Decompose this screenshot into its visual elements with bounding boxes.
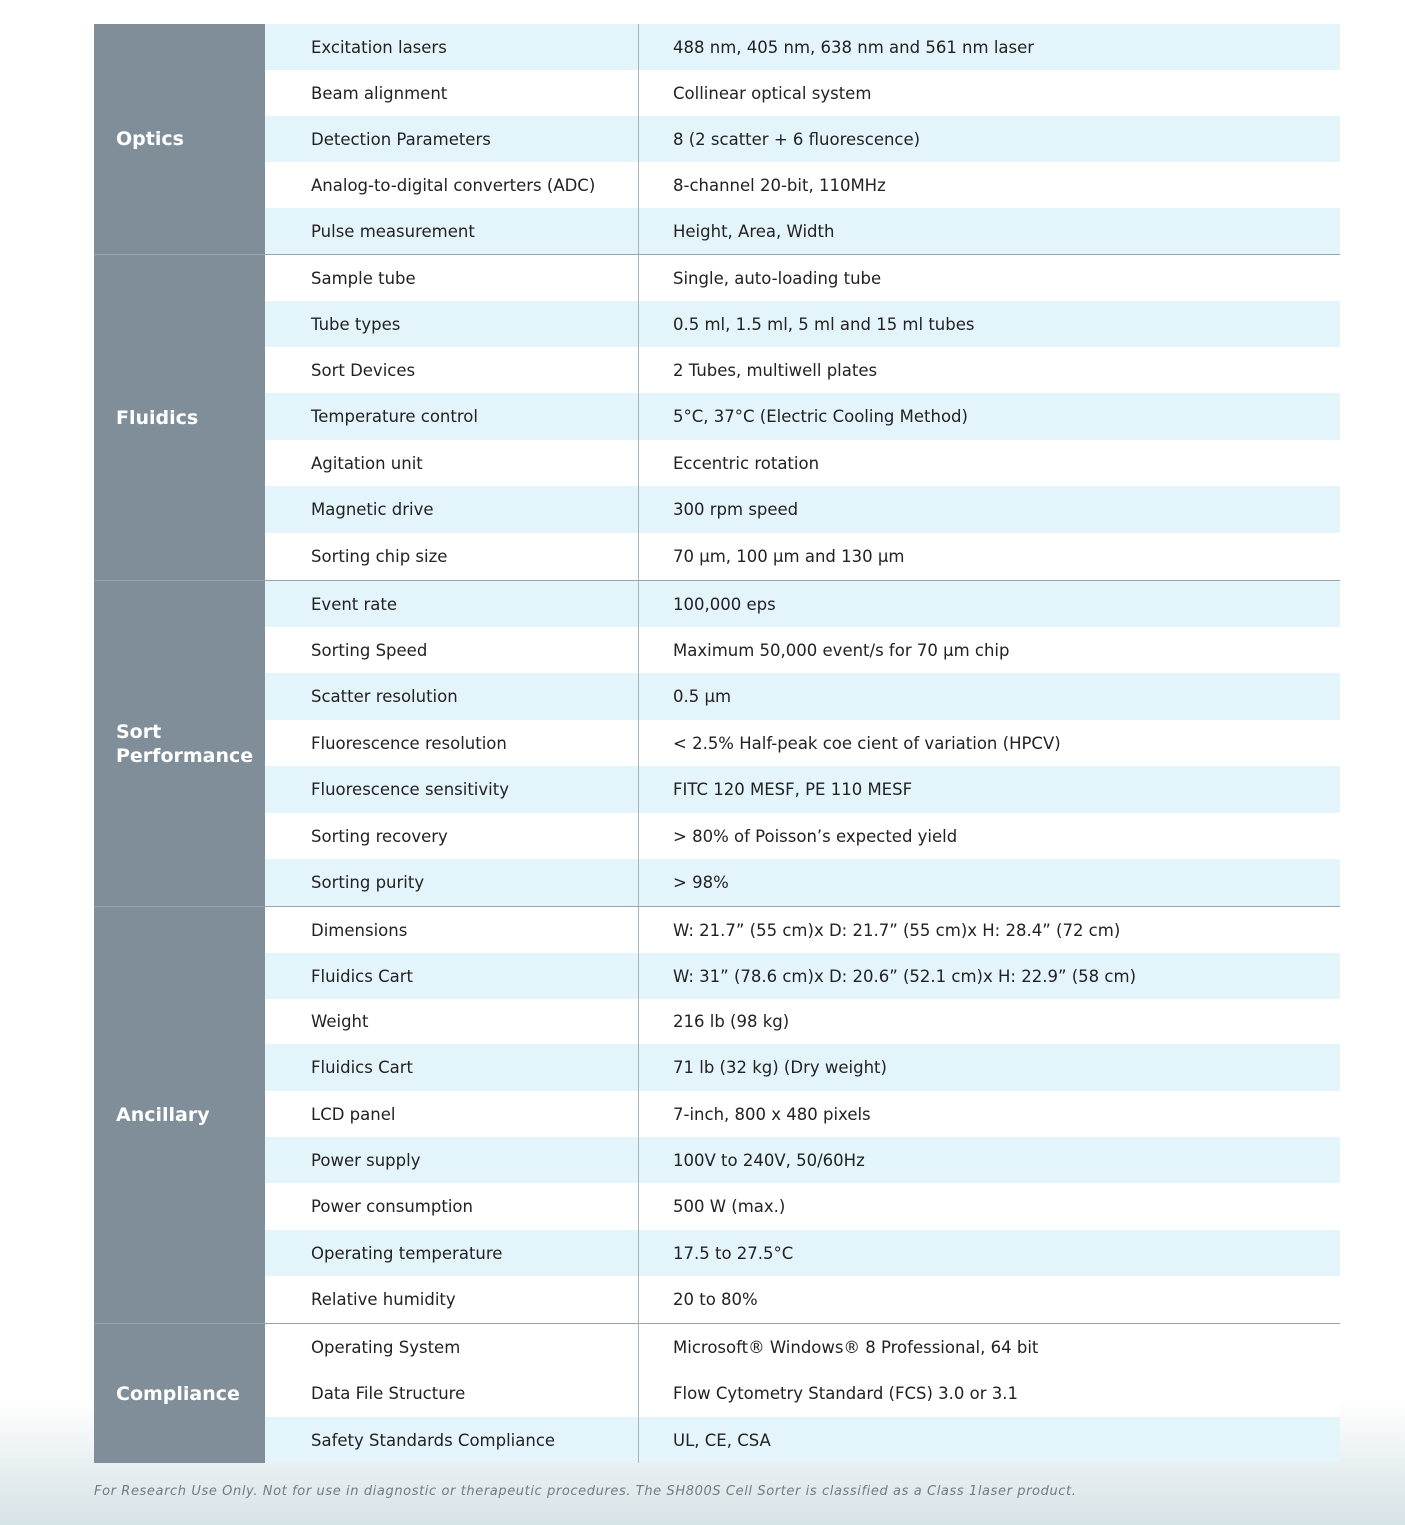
param-label: Event rate — [265, 581, 639, 627]
param-value: 100V to 240V, 50/60Hz — [673, 1150, 865, 1170]
param-label: Sort Devices — [265, 347, 639, 393]
table-row — [265, 1370, 1340, 1417]
table-row — [265, 953, 1340, 999]
group-sort-performance — [94, 581, 1340, 907]
param-value: 8-channel 20-bit, 110MHz — [673, 175, 886, 195]
param-label: Fluidics Cart — [265, 1044, 639, 1091]
table-row — [265, 393, 1340, 440]
param-label: Magnetic drive — [265, 486, 639, 533]
param-value: 500 W (max.) — [673, 1197, 786, 1216]
table-row — [265, 1324, 1340, 1370]
table-row — [265, 766, 1340, 813]
table-row — [265, 116, 1340, 162]
param-label: Pulse measurement — [265, 208, 639, 254]
table-row — [265, 24, 1340, 70]
param-value: > 98% — [673, 873, 729, 892]
param-label: Scatter resolution — [265, 673, 639, 720]
param-label: Operating temperature — [265, 1230, 639, 1276]
param-value: 7-inch, 800 x 480 pixels — [673, 1104, 871, 1124]
group-label-ancillary: Ancillary — [94, 907, 265, 1323]
param-value: 0.5 μm — [673, 687, 732, 706]
param-value: 0.5 ml, 1.5 ml, 5 ml and 15 ml tubes — [673, 314, 975, 334]
param-value: Height, Area, Width — [673, 221, 835, 241]
param-value: 2 Tubes, multiwell plates — [673, 360, 878, 380]
param-value: < 2.5% Half-peak coe cient of variation (HPCV) — [673, 733, 1061, 753]
table-row — [265, 1417, 1340, 1463]
param-label: Weight — [265, 999, 639, 1044]
param-label: Dimensions — [265, 907, 639, 953]
group-compliance — [94, 1324, 1340, 1463]
table-row — [265, 581, 1340, 627]
param-value: Microsoft® Windows® 8 Professional, 64 bit — [673, 1337, 1039, 1357]
param-label: Tube types — [265, 301, 639, 347]
table-row — [265, 1044, 1340, 1091]
table-row — [265, 720, 1340, 766]
param-label: Sample tube — [265, 255, 639, 301]
param-label: Excitation lasers — [265, 24, 639, 70]
table-row — [265, 255, 1340, 301]
param-value: 20 to 80% — [673, 1290, 758, 1309]
param-label: Sorting recovery — [265, 813, 639, 859]
param-value: 71 lb (32 kg) (Dry weight) — [673, 1058, 887, 1077]
table-row — [265, 1137, 1340, 1183]
table-row — [265, 347, 1340, 393]
param-value: Single, auto-loading tube — [673, 268, 882, 288]
param-value: W: 31” (78.6 cm)x D: 20.6” (52.1 cm)x H: 22.9” (58 cm) — [673, 966, 1137, 986]
param-label: Agitation unit — [265, 440, 639, 486]
table-row — [265, 627, 1340, 673]
param-value: UL, CE, CSA — [673, 1430, 771, 1450]
footer-disclaimer: For Research Use Only. Not for use in diagnostic or therapeutic procedures. The SH800S Cell Sorter is classified as a Class 1laser product. — [94, 1484, 1077, 1499]
table-row — [265, 907, 1340, 953]
table-row — [265, 1276, 1340, 1323]
group-label-compliance: Compliance — [94, 1324, 265, 1463]
table-row — [265, 533, 1340, 580]
param-label: Sorting chip size — [265, 533, 639, 580]
table-row — [265, 673, 1340, 720]
param-label: Operating System — [265, 1324, 639, 1370]
param-value: Collinear optical system — [673, 83, 872, 103]
table-row — [265, 70, 1340, 116]
param-label: Temperature control — [265, 393, 639, 440]
table-row — [265, 813, 1340, 859]
table-row — [265, 162, 1340, 208]
table-row — [265, 208, 1340, 254]
param-value: 488 nm, 405 nm, 638 nm and 561 nm laser — [673, 37, 1035, 57]
param-label: Fluorescence resolution — [265, 720, 639, 766]
table-row — [265, 486, 1340, 533]
param-label: Beam alignment — [265, 70, 639, 116]
param-label: Safety Standards Compliance — [265, 1417, 639, 1463]
param-value: W: 21.7” (55 cm)x D: 21.7” (55 cm)x H: 28.4” (72 cm) — [673, 920, 1121, 940]
param-value: Maximum 50,000 event/s for 70 μm chip — [673, 640, 1010, 660]
param-value: > 80% of Poisson’s expected yield — [673, 826, 958, 846]
param-value: FITC 120 MESF, PE 110 MESF — [673, 780, 913, 799]
param-label: Detection Parameters — [265, 116, 639, 162]
param-value: Flow Cytometry Standard (FCS) 3.0 or 3.1 — [673, 1384, 1019, 1403]
spec-table — [94, 24, 1340, 1463]
param-value: 300 rpm speed — [673, 500, 799, 519]
param-value: 70 μm, 100 μm and 130 μm — [673, 547, 905, 566]
param-value: 17.5 to 27.5°C — [673, 1243, 794, 1263]
param-value: 100,000 eps — [673, 594, 776, 614]
table-row — [265, 440, 1340, 486]
table-row — [265, 1091, 1340, 1137]
param-label: Data File Structure — [265, 1370, 639, 1417]
param-label: Relative humidity — [265, 1276, 639, 1323]
param-value: 5°C, 37°C (Electric Cooling Method) — [673, 407, 968, 426]
group-label-optics: Optics — [94, 24, 265, 254]
table-row — [265, 859, 1340, 906]
param-label: Analog-to-digital converters (ADC) — [265, 162, 639, 208]
param-label: Power supply — [265, 1137, 639, 1183]
group-ancillary — [94, 907, 1340, 1324]
group-label-fluidics: Fluidics — [94, 255, 265, 580]
param-label: LCD panel — [265, 1091, 639, 1137]
table-row — [265, 1183, 1340, 1230]
param-label: Fluorescence sensitivity — [265, 766, 639, 813]
param-label: Sorting purity — [265, 859, 639, 906]
table-row — [265, 1230, 1340, 1276]
group-fluidics — [94, 255, 1340, 581]
param-label: Sorting Speed — [265, 627, 639, 673]
param-value: 8 (2 scatter + 6 fluorescence) — [673, 129, 921, 149]
param-label: Power consumption — [265, 1183, 639, 1230]
group-optics — [94, 24, 1340, 255]
param-value: 216 lb (98 kg) — [673, 1012, 790, 1031]
table-row — [265, 301, 1340, 347]
param-label: Fluidics Cart — [265, 953, 639, 999]
table-row — [265, 999, 1340, 1044]
group-label-sort-performance: Sort Performance — [94, 581, 265, 906]
param-value: Eccentric rotation — [673, 453, 820, 473]
